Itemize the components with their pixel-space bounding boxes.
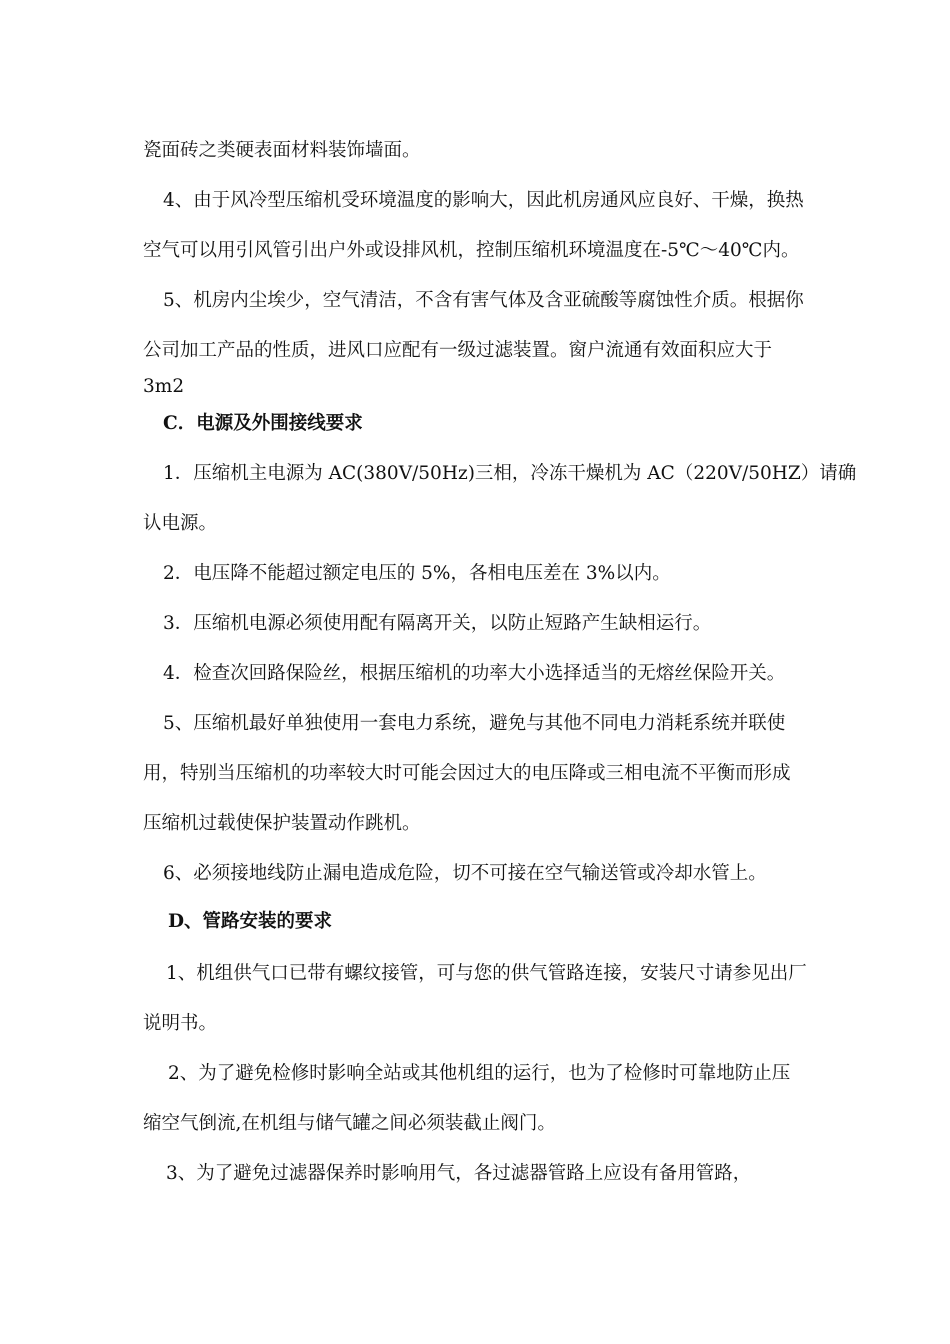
text-line: 用，特别当压缩机的功率较大时可能会因过大的电压降或三相电流不平衡而形成 [143, 763, 791, 784]
text-line: 2、为了避免检修时影响全站或其他机组的运行，也为了检修时可靠地防止压 [168, 1063, 791, 1084]
text-line: 缩空气倒流,在机组与储气罐之间必须装截止阀门。 [143, 1113, 556, 1134]
text-line: 2．电压降不能超过额定电压的 5%，各相电压差在 3%以内。 [163, 563, 671, 584]
text-line: 认电源。 [143, 513, 218, 534]
text-line: 3．压缩机电源必须使用配有隔离开关，以防止短路产生缺相运行。 [163, 613, 712, 634]
text-line: 1．压缩机主电源为 AC(380V/50Hz)三相，冷冻干燥机为 AC（220V/50HZ）请确 [163, 463, 857, 484]
text-line: 1、机组供气口已带有螺纹接管，可与您的供气管路连接，安装尺寸请参见出厂 [166, 963, 807, 984]
text-line: 瓷面砖之类硬表面材料装饰墙面。 [143, 140, 421, 161]
text-line: 压缩机过载使保护装置动作跳机。 [143, 813, 421, 834]
text-line: 4．检查次回路保险丝，根据压缩机的功率大小选择适当的无熔丝保险开关。 [163, 663, 786, 684]
text-line: 4、由于风冷型压缩机受环境温度的影响大，因此机房通风应良好、干燥，换热 [163, 190, 804, 211]
section-heading: C．电源及外围接线要求 [163, 413, 363, 434]
text-line: 5、压缩机最好单独使用一套电力系统，避免与其他不同电力消耗系统并联使 [163, 713, 786, 734]
section-heading: D、管路安装的要求 [168, 911, 333, 932]
text-line: 说明书。 [143, 1013, 218, 1034]
text-line: 5、机房内尘埃少，空气清洁，不含有害气体及含亚硫酸等腐蚀性介质。根据你 [163, 290, 804, 311]
text-line: 3m2 [143, 376, 185, 397]
text-line: 空气可以用引风管引出户外或设排风机，控制压缩机环境温度在-5℃～40℃内。 [143, 240, 800, 261]
text-line: 3、为了避免过滤器保养时影响用气，各过滤器管路上应设有备用管路， [166, 1163, 752, 1184]
text-line: 6、必须接地线防止漏电造成危险，切不可接在空气输送管或冷却水管上。 [163, 863, 767, 884]
text-line: 公司加工产品的性质，进风口应配有一级过滤装置。窗户流通有效面积应大于 [143, 340, 773, 361]
